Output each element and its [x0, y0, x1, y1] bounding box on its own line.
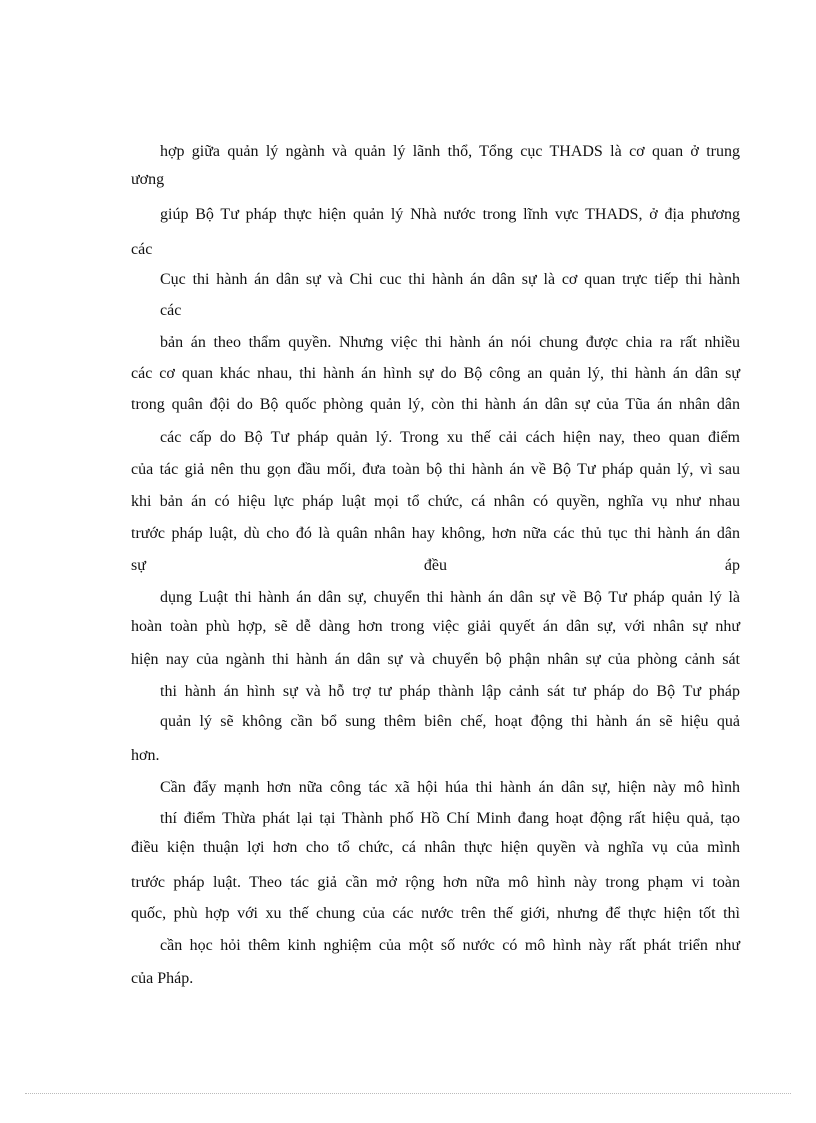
page-bottom-divider: [25, 1093, 791, 1094]
text-line: thí điểm Thừa phát lại tại Thành phố Hồ Chí Minh đang hoạt động rất hiệu quả, tạo: [160, 810, 740, 827]
text-line: các: [131, 241, 153, 258]
text-line: dụng Luật thi hành án dân sự, chuyển thi hành án dân sự về Bộ Tư pháp quản lý là: [160, 589, 740, 606]
text-line: trước pháp luật, dù cho đó là quân nhân hay không, hơn nữa các thủ tục thi hành án dân: [131, 525, 740, 542]
text-line: bản án theo thẩm quyền. Nhưng việc thi hành án nói chung được chia ra rất nhiều: [160, 334, 740, 351]
text-line: hợp giữa quản lý ngành và quản lý lãnh thổ, Tổng cục THADS là cơ quan ở trung: [160, 143, 740, 160]
text-line: hơn.: [131, 747, 160, 764]
text-line: quản lý sẽ không cần bổ sung thêm biên chế, hoạt động thi hành án sẽ hiệu quả: [160, 713, 740, 730]
text-line: Cần đẩy mạnh hơn nữa công tác xã hội húa thi hành án dân sự, hiện này mô hình: [160, 779, 740, 796]
text-line: trong quân đội do Bộ quốc phòng quản lý, còn thi hành án dân sự của Tũa án nhân dân: [131, 396, 740, 413]
text-line: Cục thi hành án dân sự và Chi cuc thi hành án dân sự là cơ quan trực tiếp thi hành: [160, 271, 740, 288]
text-line: các cấp do Bộ Tư pháp quản lý. Trong xu thế cải cách hiện nay, theo quan điểm: [160, 429, 740, 446]
text-line: giúp Bộ Tư pháp thực hiện quản lý Nhà nước trong lĩnh vực THADS, ở địa phương: [160, 206, 740, 223]
text-line: trước pháp luật. Theo tác giả cần mở rộng hơn nữa mô hình này trong phạm vi toàn: [131, 874, 740, 891]
text-line: cần học hỏi thêm kinh nghiệm của một số nước có mô hình này rất phát triển như: [160, 937, 740, 954]
text-line: ương: [131, 171, 165, 188]
text-line: thi hành án hình sự và hỗ trợ tư pháp thành lập cảnh sát tư pháp do Bộ Tư pháp: [160, 683, 740, 700]
text-line: của tác giả nên thu gọn đầu mối, đưa toàn bộ thi hành án về Bộ Tư pháp quản lý, vì sau: [131, 461, 740, 478]
text-line: các cơ quan khác nhau, thi hành án hình sự do Bộ công an quản lý, thi hành án dân sự: [131, 365, 740, 382]
text-line: quốc, phù hợp với xu thế chung của các nước trên thế giới, nhưng để thực hiện tốt thì: [131, 905, 740, 922]
text-line: sự đều áp: [131, 557, 740, 574]
text-line: khi bản án có hiệu lực pháp luật mọi tổ chức, cá nhân có quyền, nghĩa vụ như nhau: [131, 493, 740, 510]
text-line: hiện nay của ngành thi hành án dân sự và chuyển bộ phận nhân sự của phòng cảnh sát: [131, 651, 740, 668]
text-line: điều kiện thuận lợi hơn cho tổ chức, cá nhân thực hiện quyền và nghĩa vụ của mình: [131, 839, 740, 856]
text-line: các: [160, 302, 182, 319]
text-line: hoàn toàn phù hợp, sẽ dễ dàng hơn trong việc giải quyết án dân sự, với nhân sự như: [131, 618, 740, 635]
text-line: của Pháp.: [131, 970, 194, 987]
